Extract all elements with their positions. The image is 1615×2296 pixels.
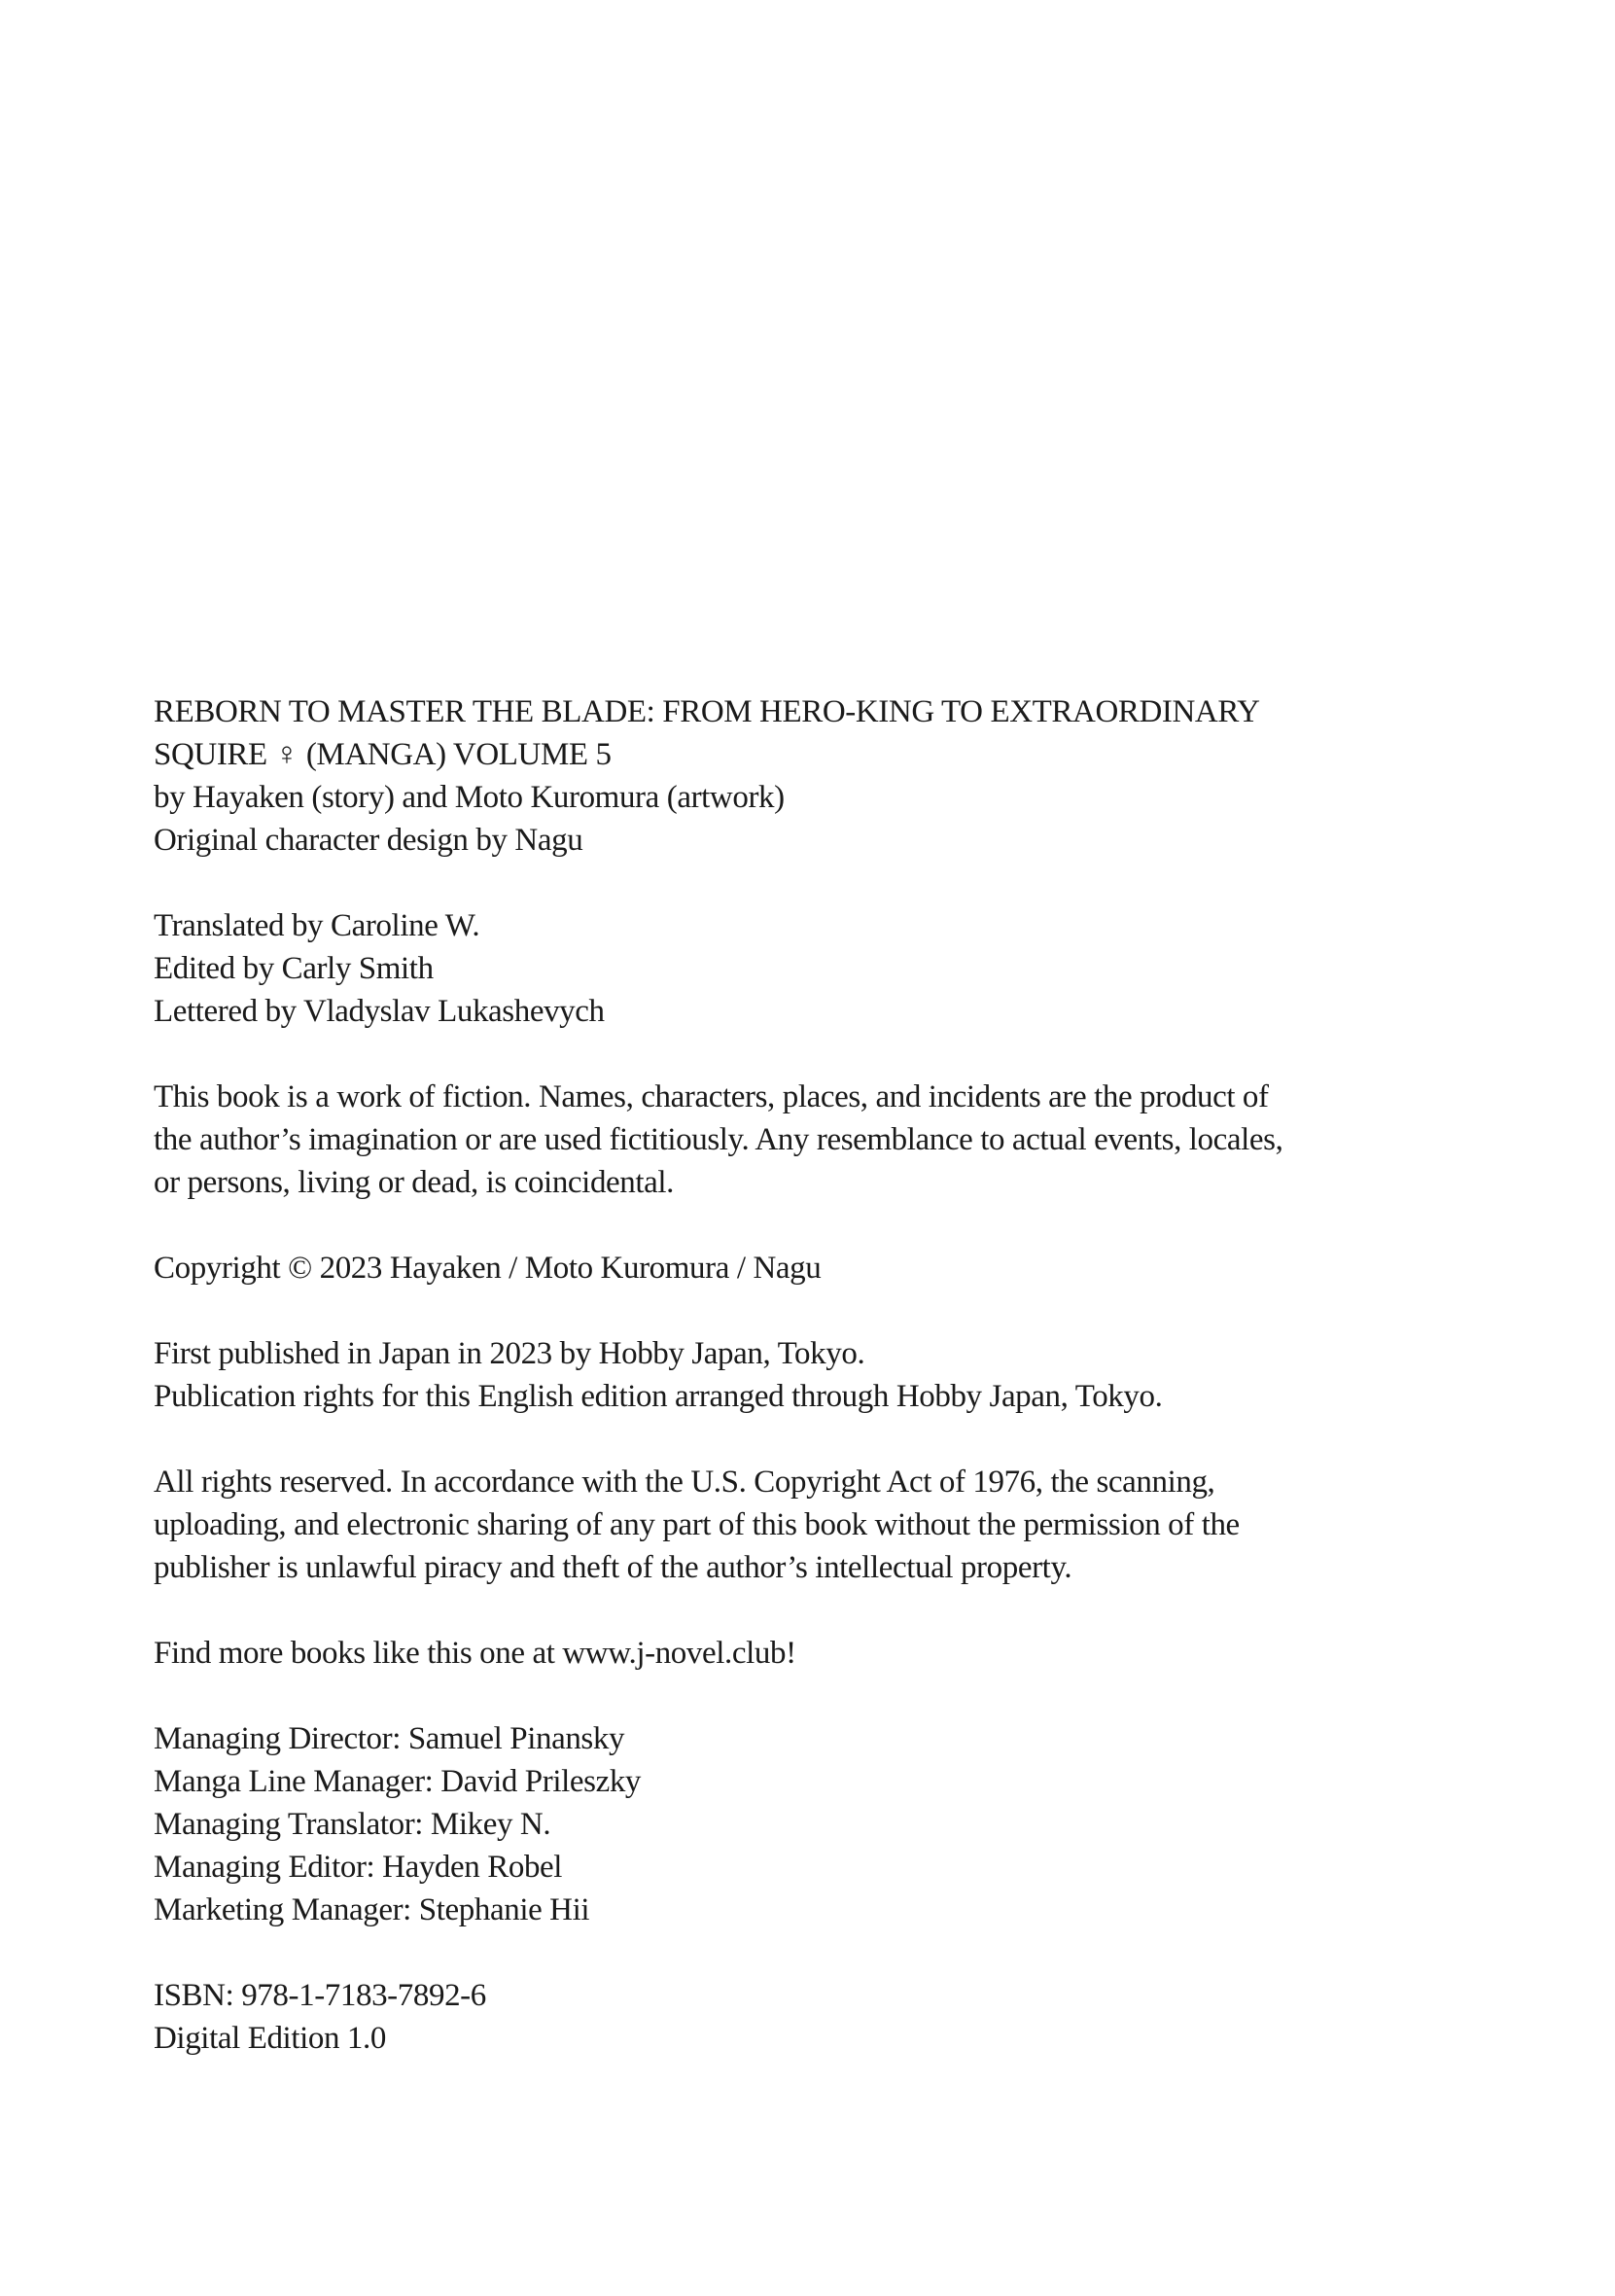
- colophon-text: [154, 690, 1515, 2060]
- credits-block: [154, 904, 1515, 1033]
- managing-director-credit: Managing Director: Samuel Pinansky: [154, 1721, 625, 1756]
- disclaimer-line-1: This book is a work of fiction. Names, characters, places, and incidents are the product of: [154, 1079, 1269, 1114]
- rights-line-3: publisher is unlawful piracy and theft of the author’s intellectual property.: [154, 1550, 1072, 1585]
- marketing-manager-credit: Marketing Manager: Stephanie Hii: [154, 1892, 590, 1927]
- fiction-disclaimer: [154, 1076, 1515, 1204]
- book-title-line-2: SQUIRE ♀ (MANGA) VOLUME 5: [154, 737, 612, 772]
- first-published-line: First published in Japan in 2023 by Hobby Japan, Tokyo.: [154, 1336, 865, 1371]
- rights-line-1: All rights reserved. In accordance with the U.S. Copyright Act of 1976, the scanning,: [154, 1465, 1215, 1500]
- managing-editor-credit: Managing Editor: Hayden Robel: [154, 1850, 563, 1885]
- find-more-block: [154, 1632, 1515, 1675]
- find-more-books-line: Find more books like this one at www.j-novel.club!: [154, 1636, 796, 1671]
- rights-block: [154, 1461, 1515, 1589]
- publication-rights-line: Publication rights for this English edition arranged through Hobby Japan, Tokyo.: [154, 1379, 1163, 1414]
- copyright-line-block: [154, 1247, 1515, 1289]
- digital-edition-line: Digital Edition 1.0: [154, 2021, 386, 2056]
- isbn-line: ISBN: 978-1-7183-7892-6: [154, 1978, 486, 2013]
- staff-block: [154, 1717, 1515, 1931]
- character-design-credit: Original character design by Nagu: [154, 823, 583, 858]
- publication-block: [154, 1332, 1515, 1418]
- disclaimer-line-2: the author’s imagination or are used fictitiously. Any resemblance to actual events, locales,: [154, 1122, 1283, 1157]
- isbn-block: [154, 1974, 1515, 2060]
- manga-line-manager-credit: Manga Line Manager: David Prileszky: [154, 1764, 642, 1799]
- copyright-notice: Copyright © 2023 Hayaken / Moto Kuromura / Nagu: [154, 1251, 822, 1286]
- author-byline: by Hayaken (story) and Moto Kuromura (artwork): [154, 780, 785, 815]
- translator-credit: Translated by Caroline W.: [154, 908, 480, 943]
- book-title-line-1: REBORN TO MASTER THE BLADE: FROM HERO-KING TO EXTRAORDINARY: [154, 694, 1260, 729]
- managing-translator-credit: Managing Translator: Mikey N.: [154, 1807, 551, 1842]
- disclaimer-line-3: or persons, living or dead, is coincidental.: [154, 1165, 675, 1200]
- title-block: [154, 690, 1515, 862]
- editor-credit: Edited by Carly Smith: [154, 951, 434, 986]
- rights-line-2: uploading, and electronic sharing of any part of this book without the permission of the: [154, 1507, 1240, 1542]
- letterer-credit: Lettered by Vladyslav Lukashevych: [154, 994, 605, 1029]
